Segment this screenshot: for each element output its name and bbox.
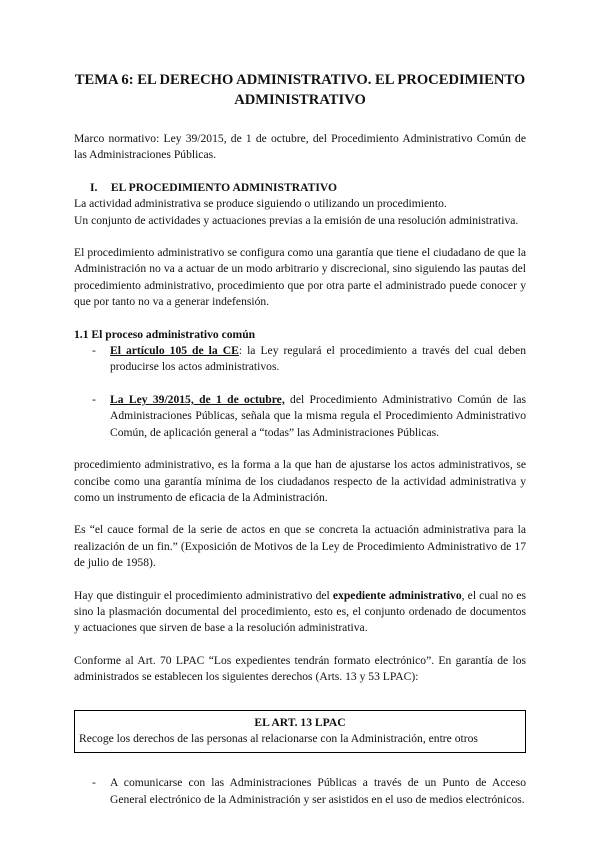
- dash-bullet: -: [92, 344, 96, 358]
- list-item-lead: La Ley 39/2015, de 1 de octubre,: [110, 392, 285, 406]
- paragraph-cauce: Es “el cauce formal de la serie de actos en que se concreta la actuación administrativa para la realización de un fin.” (Exposición de Motivos de la Ley de Procedimiento Administrativo de 17 de julio de 1958).: [74, 523, 526, 570]
- rights-list: [74, 775, 526, 808]
- paragraph-garantia: El procedimiento administrativo se configura como una garantía que tiene el ciudadano de que la Administración no va a actuar de un modo arbitrario y discrecional, sino siguiendo las pautas del procedimiento administrativo, procedimiento que por otra parte el administrado puede conocer y que por tanto no va a generar indefensión.: [74, 246, 526, 309]
- paragraph-expediente-after: , el cual no es sino la plasmación documental del procedimiento, esto es, el conjunto ordenado de documentos y actuaciones que sirven de base a la resolución administrativa.: [74, 588, 526, 635]
- list-item-text: A comunicarse con las Administraciones Públicas a través de un Punto de Acceso General electrónico de la Administración y ser asistidos en el uso de medios electrónicos.: [110, 776, 526, 806]
- art13-box-title: EL ART. 13 LPAC: [254, 715, 346, 729]
- list-item: [74, 392, 526, 441]
- document-title: TEMA 6: EL DERECHO ADMINISTRATIVO. EL PROCEDIMIENTO ADMINISTRATIVO: [74, 72, 526, 108]
- list-item: [74, 343, 526, 376]
- dash-bullet: -: [92, 776, 96, 790]
- paragraph-expediente-before: Hay que distinguir el procedimiento administrativo del: [74, 588, 333, 602]
- section-heading-text: EL PROCEDIMIENTO ADMINISTRATIVO: [110, 180, 338, 194]
- paragraph-forma: procedimiento administrativo, es la forma a la que han de ajustarse los actos administrativos, se concibe como una garantía mínima de los ciudadanos respecto de la actividad administrativa y como un instrumento de eficacia de la Administración.: [74, 458, 526, 504]
- list-item-lead: El artículo 105 de la CE: [110, 344, 239, 358]
- list-item-text: : la Ley regulará el procedimiento a través del cual deben producirse los actos administrativos.: [110, 344, 526, 374]
- section-number: I.: [90, 180, 98, 194]
- list-item: [74, 775, 526, 808]
- dash-bullet: -: [92, 392, 96, 406]
- section-heading: [90, 180, 526, 196]
- art13-box-subtitle: Recoge los derechos de las personas al relacionarse con la Administración, entre otros: [79, 731, 478, 745]
- paragraph-expediente: [74, 588, 526, 637]
- marco-normativo: Marco normativo: Ley 39/2015, de 1 de octubre, del Procedimiento Administrativo Común de las Administraciones Públicas.: [74, 132, 526, 162]
- paragraph-expediente-bold: expediente administrativo: [332, 588, 462, 602]
- paragraph-conforme: Conforme al Art. 70 LPAC “Los expedientes tendrán formato electrónico”. En garantía de los administrados se establecen los siguientes derechos (Arts. 13 y 53 LPAC):: [74, 653, 526, 684]
- art13-box: [74, 710, 526, 754]
- subsection-list: [74, 343, 526, 441]
- list-item-text: del Procedimiento Administrativo Común de las Administraciones Públicas, señala que la misma regula el Procedimiento Administrativo Común, de aplicación general a “todas” las Administraciones Públicas.: [110, 392, 526, 439]
- section-line-1: La actividad administrativa se produce siguiendo o utilizando un procedimiento.: [74, 197, 447, 211]
- subsection-heading: 1.1 El proceso administrativo común: [74, 327, 256, 341]
- section-line-2: Un conjunto de actividades y actuaciones previas a la emisión de una resolución administrativa.: [74, 213, 519, 227]
